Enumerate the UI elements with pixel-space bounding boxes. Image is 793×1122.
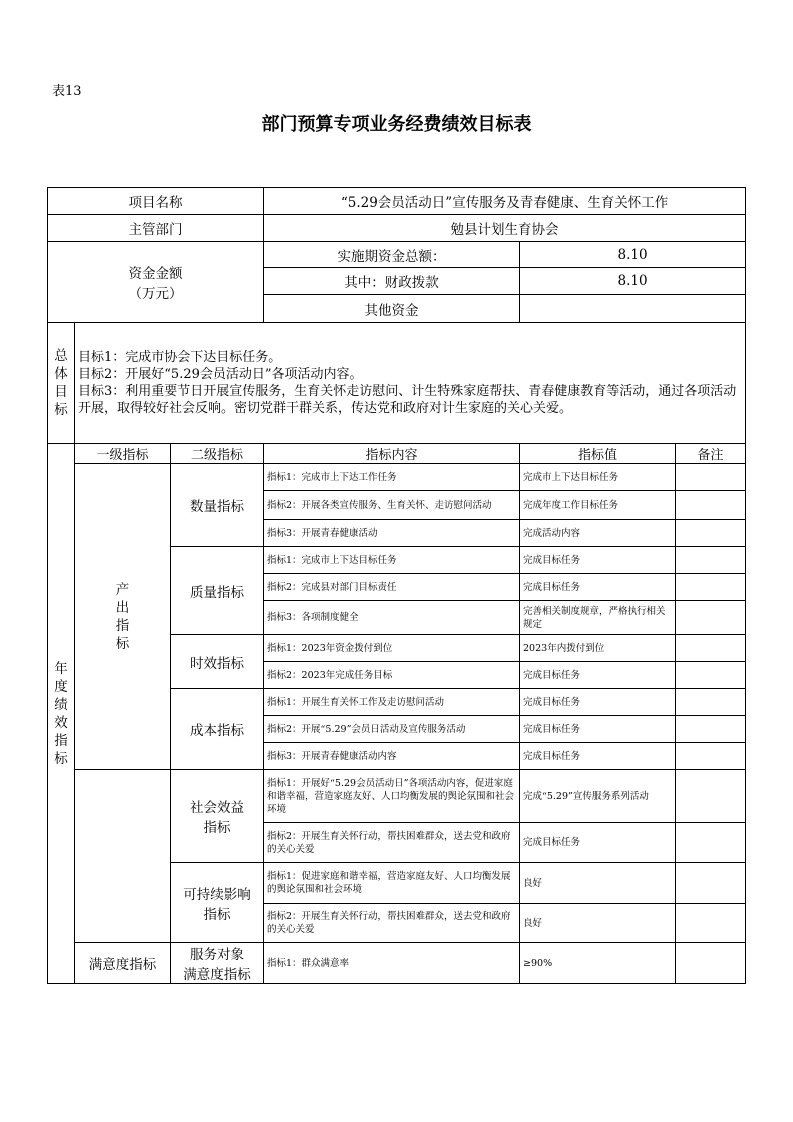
indicator-value: 良好 <box>520 863 676 904</box>
table-number: 表13 <box>52 84 82 99</box>
performance-table <box>47 187 746 984</box>
indicator-content: 指标1：完成市上下达工作任务 <box>264 464 520 491</box>
overall-goal-label: 总 体 目 标 <box>48 323 75 444</box>
indicator-value: 完成目标任务 <box>520 823 676 863</box>
social-benefit-indicator: 社会效益 指标 <box>171 770 264 863</box>
indicator-note <box>676 574 746 601</box>
indicator-note <box>676 943 746 984</box>
indicator-content: 指标1：完成市上下达目标任务 <box>264 547 520 574</box>
indicator-value: 良好 <box>520 904 676 943</box>
header-level1: 一级指标 <box>75 444 171 464</box>
indicator-value: 完成目标任务 <box>520 662 676 689</box>
quantity-indicator: 数量指标 <box>171 464 264 547</box>
goal-3: 目标3：利用重要节日开展宣传服务，生育关怀走访慰问、计生特殊家庭帮扶、青春健康教育等活动，通过各项活动开展，取得较好社会反响。密切党群干群关系，传达党和政府对计生家庭的关心关爱。 <box>78 384 737 416</box>
department-value: 勉县计划生育协会 <box>264 215 746 242</box>
total-fund-value: 8.10 <box>520 242 746 268</box>
indicator-content: 指标2：开展生育关怀行动，帮扶困难群众，送去党和政府的关心关爱 <box>264 823 520 863</box>
header-level2: 二级指标 <box>171 444 264 464</box>
other-fund-label: 其他资金 <box>264 295 520 323</box>
annual-indicator-label: 年 度 绩 效 指 标 <box>48 444 75 984</box>
effect-indicator-blank <box>75 770 171 943</box>
service-satisfaction-indicator: 服务对象 满意度指标 <box>171 943 264 984</box>
quality-indicator: 质量指标 <box>171 547 264 635</box>
indicator-value: 完成目标任务 <box>520 547 676 574</box>
indicator-content: 指标2：开展“5.29”会员日活动及宣传服务活动 <box>264 716 520 743</box>
indicator-note <box>676 635 746 662</box>
indicator-content: 指标1：群众满意率 <box>264 943 520 984</box>
goal-1: 目标1：完成市协会下达目标任务。 <box>78 350 282 365</box>
fund-amount-label <box>48 242 264 323</box>
indicator-value: 完成目标任务 <box>520 689 676 716</box>
indicator-note <box>676 662 746 689</box>
timeliness-indicator: 时效指标 <box>171 635 264 689</box>
fund-label-text: 资金金额 <box>128 266 183 282</box>
goal-2: 目标2：开展好“5.29会员活动日”各项活动内容。 <box>78 367 363 382</box>
other-fund-value <box>520 295 746 323</box>
project-name-label: 项目名称 <box>48 188 264 215</box>
indicator-value: 完成目标任务 <box>520 743 676 770</box>
indicator-note <box>676 689 746 716</box>
header-value: 指标值 <box>520 444 676 464</box>
indicator-content: 指标2：完成县对部门目标责任 <box>264 574 520 601</box>
indicator-content: 指标3：开展青春健康活动内容 <box>264 743 520 770</box>
fiscal-fund-value: 8.10 <box>520 268 746 295</box>
indicator-note <box>676 743 746 770</box>
indicator-note <box>676 770 746 823</box>
total-fund-label: 实施期资金总额： <box>264 242 520 268</box>
indicator-content: 指标1：开展好“5.29会员活动日”各项活动内容，促进家庭和谐幸福，营造家庭友好、人口均衡发展的舆论氛围和社会环境 <box>264 770 520 823</box>
indicator-value: 完成目标任务 <box>520 574 676 601</box>
indicator-note <box>676 823 746 863</box>
indicator-note <box>676 716 746 743</box>
indicator-note <box>676 464 746 491</box>
indicator-note <box>676 520 746 547</box>
fiscal-fund-label: 其中：财政拨款 <box>264 268 520 295</box>
indicator-content: 指标2：2023年完成任务目标 <box>264 662 520 689</box>
indicator-content: 指标1：开展生育关怀工作及走访慰问活动 <box>264 689 520 716</box>
indicator-value: 完成目标任务 <box>520 716 676 743</box>
cost-indicator: 成本指标 <box>171 689 264 770</box>
fund-unit-text: （万元） <box>128 286 183 302</box>
indicator-note <box>676 904 746 943</box>
department-label: 主管部门 <box>48 215 264 242</box>
indicator-value: 2023年内拨付到位 <box>520 635 676 662</box>
overall-goals <box>75 323 746 444</box>
header-note: 备注 <box>676 444 746 464</box>
indicator-note <box>676 547 746 574</box>
sustainable-impact-indicator: 可持续影响 指标 <box>171 863 264 943</box>
indicator-note <box>676 863 746 904</box>
project-name-value: “5.29会员活动日”宣传服务及青春健康、生育关怀工作 <box>264 188 746 215</box>
indicator-value: 完成年度工作目标任务 <box>520 491 676 520</box>
indicator-value: 完善相关制度规章，严格执行相关规定 <box>520 601 676 635</box>
indicator-value: ≥90% <box>520 943 676 984</box>
indicator-content: 指标1：促进家庭和谐幸福，营造家庭友好、人口均衡发展的舆论氛围和社会环境 <box>264 863 520 904</box>
indicator-content: 指标3：开展青春健康活动 <box>264 520 520 547</box>
indicator-value: 完成市上下达目标任务 <box>520 464 676 491</box>
indicator-content: 指标2：开展各类宣传服务、生育关怀、走访慰问活动 <box>264 491 520 520</box>
indicator-note <box>676 601 746 635</box>
indicator-content: 指标1：2023年资金拨付到位 <box>264 635 520 662</box>
indicator-value: 完成活动内容 <box>520 520 676 547</box>
page-title: 部门预算专项业务经费绩效目标表 <box>261 114 532 135</box>
header-content: 指标内容 <box>264 444 520 464</box>
output-indicator-label: 产 出 指 标 <box>75 464 171 770</box>
indicator-value: 完成“5.29”宣传服务系列活动 <box>520 770 676 823</box>
indicator-note <box>676 491 746 520</box>
indicator-content: 指标2：开展生育关怀行动，帮扶困难群众，送去党和政府的关心关爱 <box>264 904 520 943</box>
indicator-content: 指标3：各项制度健全 <box>264 601 520 635</box>
satisfaction-level1: 满意度指标 <box>75 943 171 984</box>
